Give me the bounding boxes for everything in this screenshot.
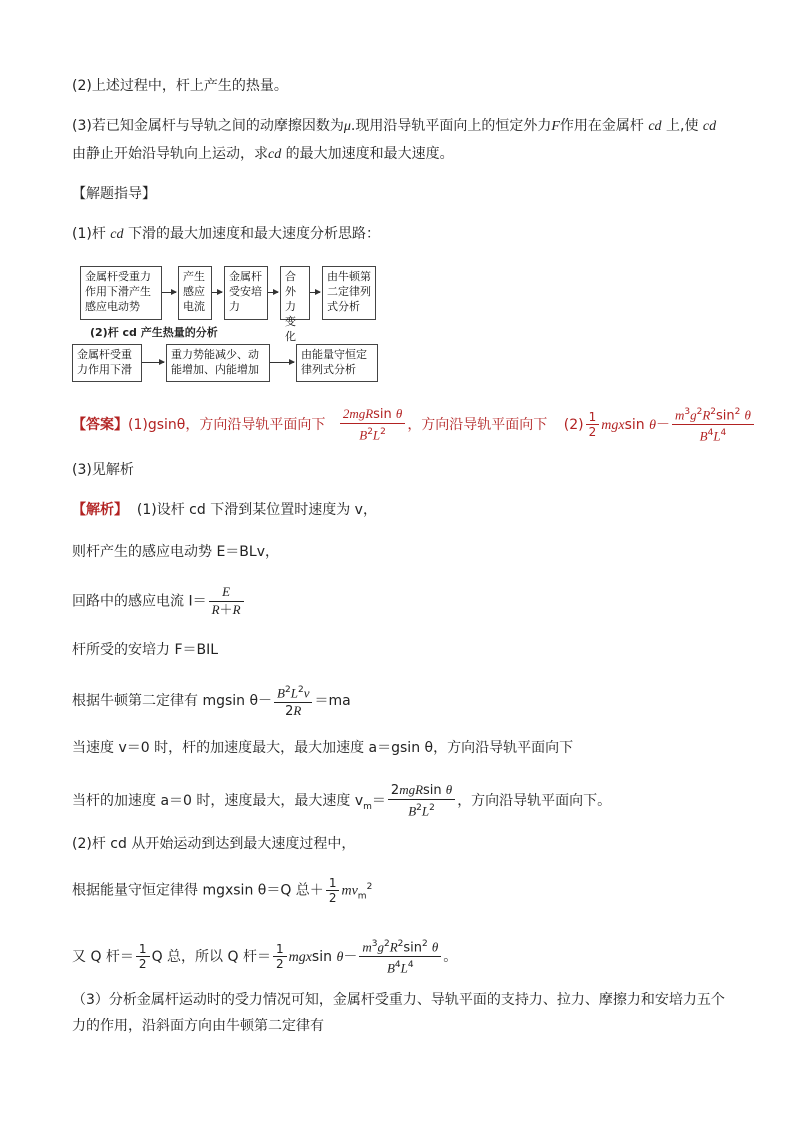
analysis-12: 力的作用，沿斜面方向由牛顿第二定律有	[72, 1018, 324, 1034]
analysis-2: 则杆产生的感应电动势 E＝BLv，	[72, 544, 279, 560]
analysis-1: 【解析】 (1)设杆 cd 下滑到某位置时速度为 v，	[72, 502, 377, 518]
analysis-6: 当速度 v＝0 时，杆的加速度最大，最大加速度 a＝gsin θ，方向沿导轨平面向下	[72, 740, 574, 756]
analysis-9: 根据能量守恒定律得 mgxsin θ＝Q 总＋ $\frac{1}{2}$ $mv_m^2$	[72, 876, 373, 905]
analysis-11: （3）分析金属杆运动时的受力情况可知，金属杆受重力、导轨平面的支持力、拉力、摩擦力和安培力五个	[72, 992, 725, 1008]
flow-box-1: 金属杆受重力作用下滑产生感应电动势	[80, 266, 162, 320]
flow-box-3: 金属杆受安培力	[224, 266, 268, 320]
analysis-4: 杆所受的安培力 F＝BIL	[72, 642, 219, 658]
flow-arrow	[212, 292, 222, 293]
question-3-line2: 由静止开始沿导轨向上运动，求cd 的最大加速度和最大速度。	[72, 146, 454, 162]
flow-subtitle: (2)杆 cd 产生热量的分析	[90, 326, 218, 339]
analysis-10: 又 Q 杆＝ $\frac{1}{2}$ Q 总，所以 Q 杆＝ $\frac{1}{2}$ mgxsin θ－ $\frac{m^3g^2R^2\sin^2 \theta}{B^4L^4}$ 。	[72, 936, 457, 978]
flow-box-2: 产生感应电流	[178, 266, 212, 320]
flow-arrow	[268, 292, 278, 293]
flow-arrow	[162, 292, 176, 293]
question-2: (2)上述过程中，杆上产生的热量。	[72, 78, 288, 94]
question-3-line1: (3)若已知金属杆与导轨之间的动摩擦因数为μ.现用沿导轨平面向上的恒定外力F作用在金属杆 cd 上,使 cd	[72, 118, 717, 134]
answer-line: 【答案】(1)gsinθ，方向沿导轨平面向下 $\frac{\text{2mgRsin θ}}{B^2L^2}$ ，方向沿导轨平面向下 (2) $\frac{1}{2}$ mgxsin θ－ $\frac{m^3g^2R^2\sin^2 \theta}{B^4L^4}$	[72, 404, 756, 446]
analysis-5: 根据牛顿第二定律有 mgsin θ－ $\frac{B^2L^2v}{2R}$ ＝ma	[72, 682, 351, 720]
flowchart	[72, 262, 392, 384]
analysis-8: (2)杆 cd 从开始运动到达到最大速度过程中，	[72, 836, 356, 852]
flow-box-7: 重力势能减少、动能增加、内能增加	[166, 344, 270, 382]
flow-box-5: 由牛顿第二定律列式分析	[322, 266, 376, 320]
analysis-3: 回路中的感应电流 I＝ $\frac{E}{R+R}$	[72, 584, 246, 619]
guide-title: 【解题指导】	[72, 186, 156, 202]
answer-3: (3)见解析	[72, 462, 134, 478]
flow-box-4: 合外力变化	[280, 266, 310, 320]
flow-arrow	[310, 292, 320, 293]
flow-box-8: 由能量守恒定律列式分析	[296, 344, 378, 382]
guide-item-1: (1)杆 cd 下滑的最大加速度和最大速度分析思路：	[72, 226, 380, 242]
flow-box-6: 金属杆受重力作用下滑	[72, 344, 142, 382]
analysis-7: 当杆的加速度 a＝0 时，速度最大，最大速度 $v_m=$ $\frac{\text{2mgRsin θ}}{B^2L^2}$ ，方向沿导轨平面向下。	[72, 782, 612, 819]
flow-arrow	[270, 362, 294, 363]
flow-arrow	[142, 362, 164, 363]
